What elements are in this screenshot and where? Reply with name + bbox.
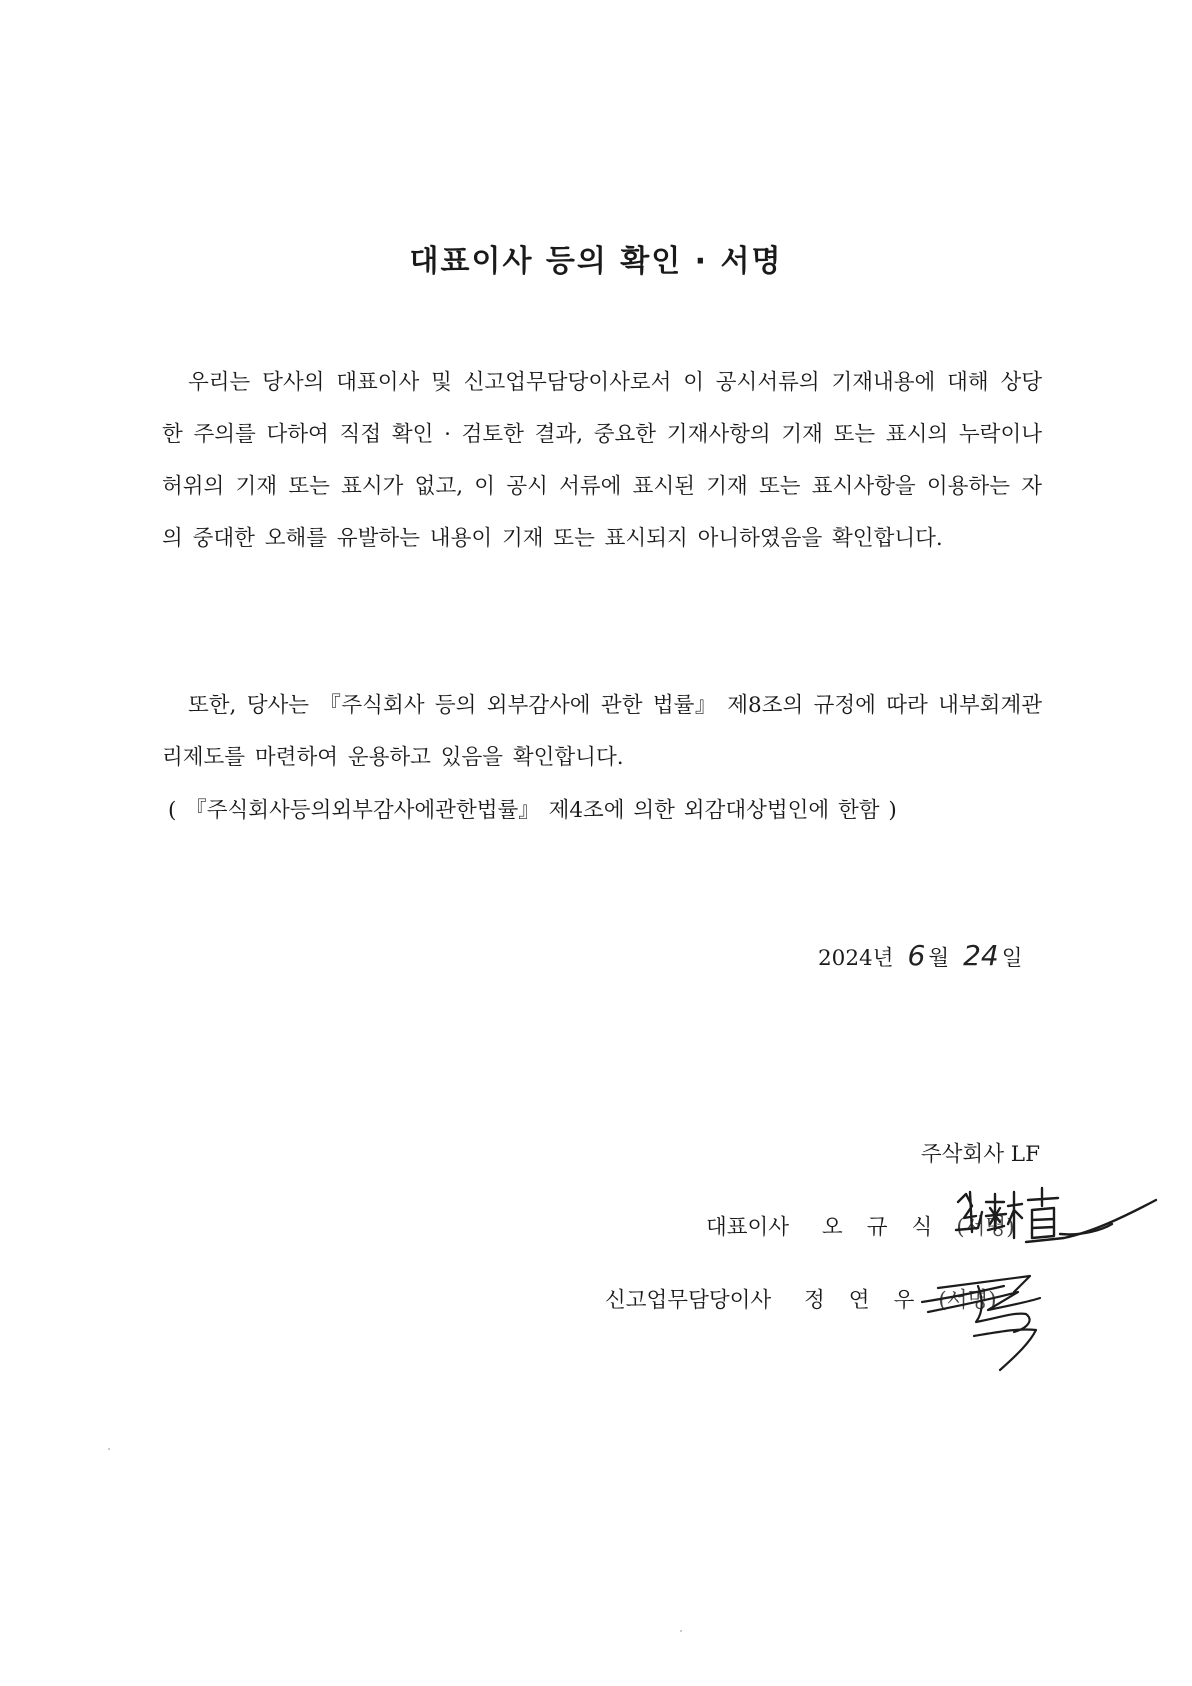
document-title: 대표이사 등의 확인 · 서명 [409, 244, 783, 279]
ceo-signature-line [706, 1210, 1015, 1241]
date-day-suffix: 일 [1001, 946, 1023, 971]
ceo-seal-label: (서명) [956, 1215, 1015, 1240]
ceo-name: 오 규 식 [821, 1215, 933, 1240]
company-name: 주삭회사 LF [920, 1142, 1040, 1167]
date-month-suffix: 월 [928, 946, 950, 971]
officer-handwritten-signature [918, 1262, 1058, 1382]
date-year: 2024년 [818, 946, 894, 971]
internal-control-paragraph: 또한, 당사는 『주식회사 등의 외부감사에 관한 법률』 제8조의 규정에 따라 내부회계관리제도를 마련하여 운용하고 있음을 확인합니다. [162, 693, 1042, 770]
officer-seal-label: (서명) [938, 1288, 997, 1313]
scan-speck [108, 1448, 110, 1450]
date-month-handwritten: 6 [907, 939, 926, 972]
scan-speck [680, 1630, 682, 1632]
officer-name: 정 연 우 [804, 1288, 915, 1313]
date-day-handwritten: 24 [963, 939, 999, 972]
officer-signature-line [605, 1283, 997, 1314]
officer-role: 신고업무담당이사 [605, 1288, 772, 1313]
applicability-note: ( 『주식회사등의외부감사에관한법률』 제4조에 의한 외감대상법인에 한함 ) [168, 798, 897, 823]
signing-date [818, 940, 1023, 975]
confirmation-paragraph: 우리는 당사의 대표이사 및 신고업무담당이사로서 이 공시서류의 기재내용에 대해 상당한 주의를 다하여 직접 확인 · 검토한 결과, 중요한 기재사항의 기재 또는 표시의 누락이나 허위의 기재 또는 표시가 없고, 이 공시 서류에 표시된 기재 또는 표시사항을 이용하는 자의 중대한 오해를 유발하는 내용이 기재 또는 표시되지 아니하였음을 확인합니다. [162, 370, 1042, 551]
ceo-role: 대표이사 [706, 1215, 790, 1240]
